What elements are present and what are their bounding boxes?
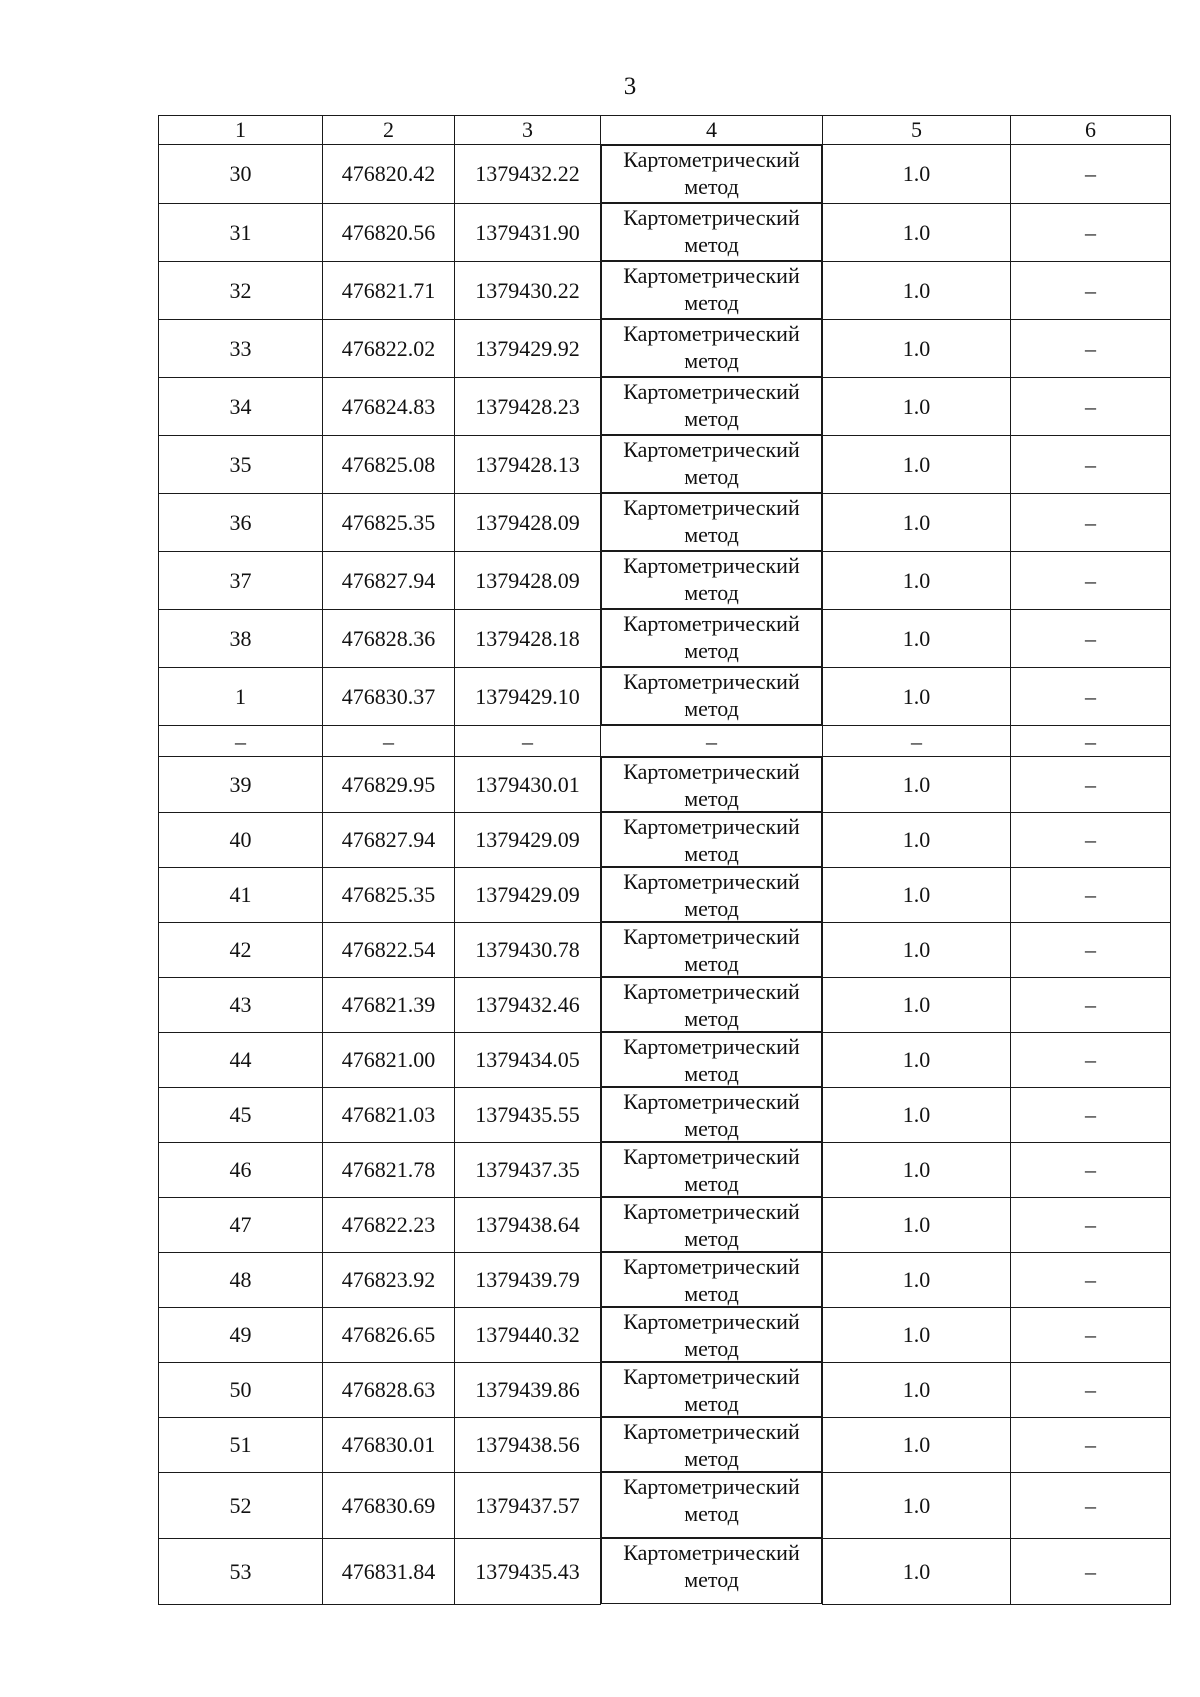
table-row bbox=[159, 493, 1171, 551]
table-row bbox=[159, 1472, 1171, 1538]
accuracy-cell: 1.0 bbox=[823, 1472, 1011, 1538]
x-coordinate-cell: 476822.54 bbox=[323, 922, 455, 977]
method-cell bbox=[601, 922, 822, 977]
method-cell bbox=[601, 203, 822, 261]
accuracy-cell: 1.0 bbox=[823, 203, 1011, 261]
point-number-cell: 37 bbox=[159, 551, 323, 609]
table-row bbox=[159, 667, 1171, 726]
table-row bbox=[159, 1142, 1171, 1197]
method-text-line: метод bbox=[684, 1171, 739, 1196]
method-text-line: метод bbox=[684, 522, 739, 547]
point-number-cell: 43 bbox=[159, 977, 323, 1032]
y-coordinate-cell: 1379439.79 bbox=[455, 1252, 601, 1307]
table-header-row bbox=[159, 116, 1171, 145]
method-text-line: метод bbox=[684, 348, 739, 373]
accuracy-cell: 1.0 bbox=[823, 319, 1011, 377]
x-coordinate-cell: 476827.94 bbox=[323, 812, 455, 867]
x-coordinate-cell: 476824.83 bbox=[323, 377, 455, 435]
method-cell bbox=[601, 1197, 822, 1252]
method-text-line: метод bbox=[684, 896, 739, 921]
y-coordinate-cell: 1379430.01 bbox=[455, 757, 601, 813]
method-text-line: Картометрический bbox=[623, 924, 800, 949]
method-cell bbox=[601, 1032, 822, 1087]
accuracy-cell: 1.0 bbox=[823, 261, 1011, 319]
method-cell bbox=[601, 435, 822, 493]
table-row bbox=[159, 609, 1171, 667]
x-coordinate-cell: 476829.95 bbox=[323, 757, 455, 813]
description-cell: – bbox=[1011, 261, 1171, 319]
description-cell: – bbox=[1011, 1362, 1171, 1417]
description-cell: – bbox=[1011, 977, 1171, 1032]
y-coordinate-cell: 1379428.09 bbox=[455, 493, 601, 551]
method-text-line: Картометрический bbox=[623, 814, 800, 839]
description-cell: – bbox=[1011, 1472, 1171, 1538]
method-text-line: Картометрический bbox=[623, 759, 800, 784]
method-text-line: метод bbox=[684, 1116, 739, 1141]
description-cell: – bbox=[1011, 1142, 1171, 1197]
method-cell bbox=[601, 1417, 822, 1472]
point-number-cell: 44 bbox=[159, 1032, 323, 1087]
method-text-line: Картометрический bbox=[623, 263, 800, 288]
method-cell bbox=[601, 812, 822, 867]
accuracy-cell: 1.0 bbox=[823, 922, 1011, 977]
x-coordinate-cell: 476831.84 bbox=[323, 1538, 455, 1604]
accuracy-cell: 1.0 bbox=[823, 551, 1011, 609]
y-coordinate-cell: 1379438.56 bbox=[455, 1417, 601, 1472]
table-row bbox=[159, 1538, 1171, 1604]
method-text-line: метод bbox=[684, 951, 739, 976]
x-coordinate-cell: 476821.00 bbox=[323, 1032, 455, 1087]
y-coordinate-cell: 1379438.64 bbox=[455, 1197, 601, 1252]
accuracy-cell: 1.0 bbox=[823, 812, 1011, 867]
table-row bbox=[159, 1417, 1171, 1472]
table-row bbox=[159, 1252, 1171, 1307]
coordinates-table-body bbox=[159, 116, 1171, 1605]
method-text-line: Картометрический bbox=[623, 1034, 800, 1059]
point-number-cell: 53 bbox=[159, 1538, 323, 1604]
separator-cell: – bbox=[159, 726, 323, 757]
point-number-cell: 49 bbox=[159, 1307, 323, 1362]
description-cell: – bbox=[1011, 609, 1171, 667]
separator-cell: – bbox=[1011, 726, 1171, 757]
y-coordinate-cell: 1379431.90 bbox=[455, 203, 601, 261]
accuracy-cell: 1.0 bbox=[823, 609, 1011, 667]
x-coordinate-cell: 476822.02 bbox=[323, 319, 455, 377]
table-row bbox=[159, 1307, 1171, 1362]
coordinates-table bbox=[158, 115, 1171, 1605]
method-cell bbox=[601, 377, 822, 435]
point-number-cell: 42 bbox=[159, 922, 323, 977]
method-text-line: метод bbox=[684, 1446, 739, 1471]
method-text-line: Картометрический bbox=[623, 1199, 800, 1224]
description-cell: – bbox=[1011, 493, 1171, 551]
y-coordinate-cell: 1379429.09 bbox=[455, 867, 601, 922]
accuracy-cell: 1.0 bbox=[823, 493, 1011, 551]
x-coordinate-cell: 476830.69 bbox=[323, 1472, 455, 1538]
table-row bbox=[159, 867, 1171, 922]
method-text-line: метод bbox=[684, 696, 739, 721]
method-cell bbox=[601, 667, 822, 725]
table-row bbox=[159, 1197, 1171, 1252]
page-number: 3 bbox=[623, 73, 637, 100]
method-text-line: Картометрический bbox=[623, 553, 800, 578]
accuracy-cell: 1.0 bbox=[823, 1197, 1011, 1252]
y-coordinate-cell: 1379439.86 bbox=[455, 1362, 601, 1417]
separator-cell: – bbox=[455, 726, 601, 757]
x-coordinate-cell: 476827.94 bbox=[323, 551, 455, 609]
table-row bbox=[159, 922, 1171, 977]
method-cell bbox=[601, 551, 822, 609]
x-coordinate-cell: 476830.01 bbox=[323, 1417, 455, 1472]
description-cell: – bbox=[1011, 1307, 1171, 1362]
header-cell: 1 bbox=[159, 116, 323, 145]
y-coordinate-cell: 1379432.46 bbox=[455, 977, 601, 1032]
accuracy-cell: 1.0 bbox=[823, 435, 1011, 493]
table-row bbox=[159, 1032, 1171, 1087]
method-text-line: Картометрический bbox=[623, 1364, 800, 1389]
accuracy-cell: 1.0 bbox=[823, 867, 1011, 922]
description-cell: – bbox=[1011, 377, 1171, 435]
description-cell: – bbox=[1011, 1032, 1171, 1087]
separator-cell: – bbox=[823, 726, 1011, 757]
table-row bbox=[159, 1362, 1171, 1417]
point-number-cell: 32 bbox=[159, 261, 323, 319]
x-coordinate-cell: 476825.08 bbox=[323, 435, 455, 493]
method-text-line: Картометрический bbox=[623, 1540, 800, 1565]
point-number-cell: 47 bbox=[159, 1197, 323, 1252]
y-coordinate-cell: 1379430.78 bbox=[455, 922, 601, 977]
method-text-line: метод bbox=[684, 1281, 739, 1306]
point-number-cell: 51 bbox=[159, 1417, 323, 1472]
y-coordinate-cell: 1379429.92 bbox=[455, 319, 601, 377]
table-row bbox=[159, 551, 1171, 609]
method-text-line: метод bbox=[684, 232, 739, 257]
y-coordinate-cell: 1379435.55 bbox=[455, 1087, 601, 1142]
point-number-cell: 38 bbox=[159, 609, 323, 667]
accuracy-cell: 1.0 bbox=[823, 977, 1011, 1032]
description-cell: – bbox=[1011, 922, 1171, 977]
y-coordinate-cell: 1379432.22 bbox=[455, 145, 601, 204]
separator-cell: – bbox=[323, 726, 455, 757]
method-text-line: Картометрический bbox=[623, 1089, 800, 1114]
table-row bbox=[159, 435, 1171, 493]
accuracy-cell: 1.0 bbox=[823, 1538, 1011, 1604]
point-number-cell: 45 bbox=[159, 1087, 323, 1142]
point-number-cell: 30 bbox=[159, 145, 323, 204]
point-number-cell: 36 bbox=[159, 493, 323, 551]
x-coordinate-cell: 476821.03 bbox=[323, 1087, 455, 1142]
table-row bbox=[159, 145, 1171, 204]
description-cell: – bbox=[1011, 551, 1171, 609]
point-number-cell: 35 bbox=[159, 435, 323, 493]
description-cell: – bbox=[1011, 1538, 1171, 1604]
method-text-line: метод bbox=[684, 638, 739, 663]
point-number-cell: 31 bbox=[159, 203, 323, 261]
method-text-line: Картометрический bbox=[623, 379, 800, 404]
description-cell: – bbox=[1011, 667, 1171, 726]
point-number-cell: 1 bbox=[159, 667, 323, 726]
method-cell bbox=[601, 1472, 822, 1538]
table-row bbox=[159, 261, 1171, 319]
description-cell: – bbox=[1011, 1087, 1171, 1142]
method-text-line: метод bbox=[684, 580, 739, 605]
accuracy-cell: 1.0 bbox=[823, 1307, 1011, 1362]
method-text-line: метод bbox=[684, 1501, 739, 1526]
method-cell bbox=[601, 1252, 822, 1307]
x-coordinate-cell: 476820.56 bbox=[323, 203, 455, 261]
point-number-cell: 48 bbox=[159, 1252, 323, 1307]
method-cell bbox=[601, 977, 822, 1032]
separator-row bbox=[159, 726, 1171, 757]
header-cell: 5 bbox=[823, 116, 1011, 145]
description-cell: – bbox=[1011, 1417, 1171, 1472]
x-coordinate-cell: 476828.63 bbox=[323, 1362, 455, 1417]
accuracy-cell: 1.0 bbox=[823, 1417, 1011, 1472]
method-text-line: метод bbox=[684, 406, 739, 431]
method-text-line: Картометрический bbox=[623, 1144, 800, 1169]
accuracy-cell: 1.0 bbox=[823, 1362, 1011, 1417]
point-number-cell: 33 bbox=[159, 319, 323, 377]
x-coordinate-cell: 476825.35 bbox=[323, 493, 455, 551]
table-row bbox=[159, 203, 1171, 261]
point-number-cell: 40 bbox=[159, 812, 323, 867]
method-cell bbox=[601, 1538, 822, 1604]
accuracy-cell: 1.0 bbox=[823, 1142, 1011, 1197]
description-cell: – bbox=[1011, 319, 1171, 377]
method-text-line: Картометрический bbox=[623, 437, 800, 462]
description-cell: – bbox=[1011, 435, 1171, 493]
method-text-line: Картометрический bbox=[623, 869, 800, 894]
table-row bbox=[159, 377, 1171, 435]
method-text-line: метод bbox=[684, 841, 739, 866]
y-coordinate-cell: 1379437.35 bbox=[455, 1142, 601, 1197]
x-coordinate-cell: 476828.36 bbox=[323, 609, 455, 667]
accuracy-cell: 1.0 bbox=[823, 1032, 1011, 1087]
method-text-line: метод bbox=[684, 1567, 739, 1592]
point-number-cell: 52 bbox=[159, 1472, 323, 1538]
accuracy-cell: 1.0 bbox=[823, 1087, 1011, 1142]
method-cell bbox=[601, 1087, 822, 1142]
method-text-line: Картометрический bbox=[623, 205, 800, 230]
x-coordinate-cell: 476820.42 bbox=[323, 145, 455, 204]
table-row bbox=[159, 812, 1171, 867]
x-coordinate-cell: 476821.39 bbox=[323, 977, 455, 1032]
point-number-cell: 41 bbox=[159, 867, 323, 922]
method-text-line: метод bbox=[684, 290, 739, 315]
x-coordinate-cell: 476830.37 bbox=[323, 667, 455, 726]
accuracy-cell: 1.0 bbox=[823, 377, 1011, 435]
header-cell: 3 bbox=[455, 116, 601, 145]
method-text-line: метод bbox=[684, 1391, 739, 1416]
y-coordinate-cell: 1379440.32 bbox=[455, 1307, 601, 1362]
method-cell bbox=[601, 493, 822, 551]
description-cell: – bbox=[1011, 867, 1171, 922]
method-cell bbox=[601, 1362, 822, 1417]
accuracy-cell: 1.0 bbox=[823, 667, 1011, 726]
x-coordinate-cell: 476825.35 bbox=[323, 867, 455, 922]
table-row bbox=[159, 319, 1171, 377]
description-cell: – bbox=[1011, 1252, 1171, 1307]
x-coordinate-cell: 476823.92 bbox=[323, 1252, 455, 1307]
method-text-line: Картометрический bbox=[623, 611, 800, 636]
method-text-line: метод bbox=[684, 786, 739, 811]
method-text-line: метод bbox=[684, 1226, 739, 1251]
x-coordinate-cell: 476826.65 bbox=[323, 1307, 455, 1362]
y-coordinate-cell: 1379429.09 bbox=[455, 812, 601, 867]
y-coordinate-cell: 1379428.13 bbox=[455, 435, 601, 493]
separator-cell: – bbox=[601, 726, 823, 757]
method-cell bbox=[601, 1307, 822, 1362]
x-coordinate-cell: 476822.23 bbox=[323, 1197, 455, 1252]
point-number-cell: 39 bbox=[159, 757, 323, 813]
method-text-line: метод bbox=[684, 1006, 739, 1031]
method-cell bbox=[601, 1142, 822, 1197]
x-coordinate-cell: 476821.71 bbox=[323, 261, 455, 319]
header-cell: 6 bbox=[1011, 116, 1171, 145]
method-text-line: метод bbox=[684, 1336, 739, 1361]
method-text-line: метод bbox=[684, 174, 739, 199]
y-coordinate-cell: 1379428.09 bbox=[455, 551, 601, 609]
method-text-line: Картометрический bbox=[623, 979, 800, 1004]
y-coordinate-cell: 1379429.10 bbox=[455, 667, 601, 726]
accuracy-cell: 1.0 bbox=[823, 145, 1011, 204]
point-number-cell: 46 bbox=[159, 1142, 323, 1197]
table-row bbox=[159, 757, 1171, 813]
accuracy-cell: 1.0 bbox=[823, 1252, 1011, 1307]
y-coordinate-cell: 1379428.18 bbox=[455, 609, 601, 667]
y-coordinate-cell: 1379437.57 bbox=[455, 1472, 601, 1538]
header-cell: 4 bbox=[601, 116, 823, 145]
method-text-line: Картометрический bbox=[623, 1254, 800, 1279]
method-text-line: Картометрический bbox=[623, 1474, 800, 1499]
point-number-cell: 34 bbox=[159, 377, 323, 435]
method-text-line: метод bbox=[684, 1061, 739, 1086]
description-cell: – bbox=[1011, 757, 1171, 813]
header-cell: 2 bbox=[323, 116, 455, 145]
method-text-line: Картометрический bbox=[623, 321, 800, 346]
method-text-line: Картометрический bbox=[623, 1419, 800, 1444]
method-text-line: метод bbox=[684, 464, 739, 489]
table-row bbox=[159, 1087, 1171, 1142]
method-text-line: Картометрический bbox=[623, 495, 800, 520]
method-cell bbox=[601, 261, 822, 319]
method-cell bbox=[601, 757, 822, 812]
method-text-line: Картометрический bbox=[623, 147, 800, 172]
table-row bbox=[159, 977, 1171, 1032]
method-cell bbox=[601, 145, 822, 203]
method-text-line: Картометрический bbox=[623, 669, 800, 694]
accuracy-cell: 1.0 bbox=[823, 757, 1011, 813]
method-text-line: Картометрический bbox=[623, 1309, 800, 1334]
y-coordinate-cell: 1379430.22 bbox=[455, 261, 601, 319]
description-cell: – bbox=[1011, 1197, 1171, 1252]
method-cell bbox=[601, 319, 822, 377]
description-cell: – bbox=[1011, 203, 1171, 261]
description-cell: – bbox=[1011, 145, 1171, 204]
method-cell bbox=[601, 609, 822, 667]
y-coordinate-cell: 1379428.23 bbox=[455, 377, 601, 435]
point-number-cell: 50 bbox=[159, 1362, 323, 1417]
description-cell: – bbox=[1011, 812, 1171, 867]
y-coordinate-cell: 1379435.43 bbox=[455, 1538, 601, 1604]
x-coordinate-cell: 476821.78 bbox=[323, 1142, 455, 1197]
y-coordinate-cell: 1379434.05 bbox=[455, 1032, 601, 1087]
method-cell bbox=[601, 867, 822, 922]
